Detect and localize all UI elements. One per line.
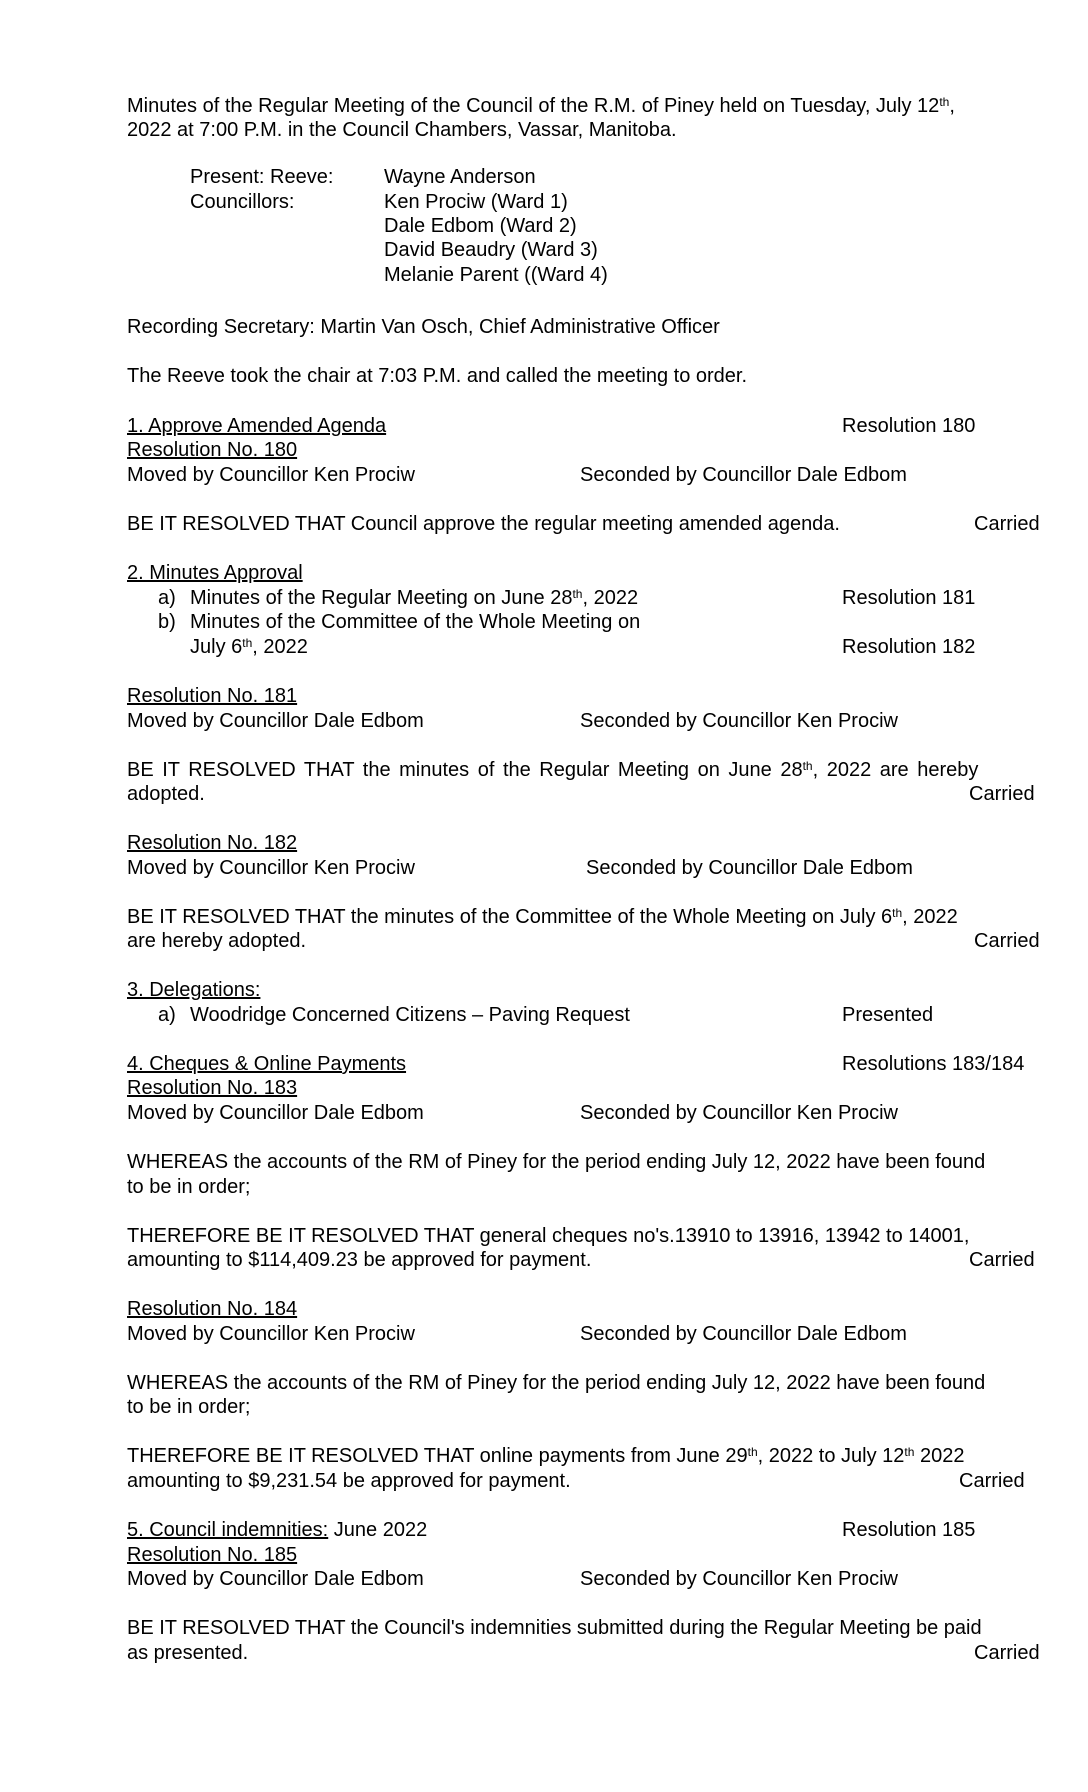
moved-by: Moved by Councillor Dale Edbom (127, 1568, 424, 1590)
carried-status: Carried (974, 930, 1040, 952)
resolution-text-part: , 2022 are hereby (812, 759, 979, 781)
whereas-text: WHEREAS the accounts of the RM of Piney for the period ending July 12, 2022 have been found (127, 1151, 986, 1173)
seconded-by: Seconded by Councillor Dale Edbom (580, 1323, 907, 1345)
list-item-text: July 6 (190, 636, 243, 658)
superscript: th (572, 587, 583, 601)
superscript: th (939, 95, 950, 109)
therefore-text (127, 1444, 964, 1468)
recording-secretary: Recording Secretary: Martin Van Osch, Chief Administrative Officer (127, 316, 720, 338)
resolution-text (127, 758, 978, 782)
resolution-text (127, 905, 958, 929)
councillor-name: Dale Edbom (Ward 2) (384, 215, 577, 237)
therefore-text-part: THEREFORE BE IT RESOLVED THAT online payments from June 29 (127, 1445, 748, 1467)
resolution-number: Resolution No. 184 (127, 1298, 298, 1320)
carried-status: Carried (959, 1470, 1025, 1492)
resolution-text-part: BE IT RESOLVED THAT the minutes of the Regular Meeting on June 28 (127, 759, 803, 781)
superscript: th (242, 636, 253, 650)
header-text: , (949, 95, 955, 117)
moved-by: Moved by Councillor Ken Prociw (127, 857, 415, 879)
section-heading-indemnities (127, 1518, 427, 1542)
list-item-text: , 2022 (582, 587, 639, 609)
carried-status: Carried (974, 1642, 1040, 1664)
presented-status: Presented (842, 1004, 934, 1026)
seconded-by: Seconded by Councillor Dale Edbom (580, 464, 907, 486)
resolution-text: adopted. (127, 783, 205, 805)
resolution-text-part: BE IT RESOLVED THAT the minutes of the Committee of the Whole Meeting on July 6 (127, 906, 893, 928)
seconded-by: Seconded by Councillor Ken Prociw (580, 710, 898, 732)
superscript: th (747, 1445, 758, 1459)
councillor-name: Melanie Parent ((Ward 4) (384, 264, 608, 286)
section-heading-delegations: 3. Delegations: (127, 979, 261, 1001)
seconded-by: Seconded by Councillor Ken Prociw (580, 1568, 898, 1590)
resolution-number: Resolution No. 181 (127, 685, 298, 707)
resolution-number: Resolution No. 182 (127, 832, 298, 854)
list-item-text: Minutes of the Regular Meeting on June 28 (190, 587, 573, 609)
resolution-text: as presented. (127, 1642, 249, 1664)
header-line-2: 2022 at 7:00 P.M. in the Council Chambers, Vassar, Manitoba. (127, 119, 677, 141)
list-item: Minutes of the Committee of the Whole Meeting on (190, 611, 641, 633)
resolution-number: Resolution No. 185 (127, 1544, 298, 1566)
section-heading-period: June 2022 (328, 1519, 428, 1541)
carried-status: Carried (974, 513, 1040, 535)
list-marker: a) (158, 587, 176, 609)
superscript: th (802, 759, 813, 773)
resolution-text: BE IT RESOLVED THAT the Council's indemnities submitted during the Regular Meeting be paid (127, 1617, 982, 1639)
superscript: th (892, 906, 903, 920)
resolution-ref: Resolution 185 (842, 1519, 976, 1541)
moved-by: Moved by Councillor Dale Edbom (127, 1102, 424, 1124)
header-line-1 (127, 94, 955, 118)
resolution-text: are hereby adopted. (127, 930, 307, 952)
carried-status: Carried (969, 1249, 1035, 1271)
resolution-number: Resolution No. 183 (127, 1077, 298, 1099)
moved-by: Moved by Councillor Ken Prociw (127, 464, 415, 486)
resolution-text: BE IT RESOLVED THAT Council approve the regular meeting amended agenda. (127, 513, 840, 535)
moved-by: Moved by Councillor Dale Edbom (127, 710, 424, 732)
list-item-continued (190, 635, 308, 659)
list-marker: a) (158, 1004, 176, 1026)
reeve-name: Wayne Anderson (384, 166, 536, 188)
whereas-text: to be in order; (127, 1396, 251, 1418)
resolution-ref: Resolution 182 (842, 636, 976, 658)
superscript: th (904, 1445, 915, 1459)
list-item-text: , 2022 (252, 636, 308, 658)
header-text: Minutes of the Regular Meeting of the Council of the R.M. of Piney held on Tuesday, July 12 (127, 95, 940, 117)
list-item (190, 586, 638, 610)
resolution-ref: Resolution 180 (842, 415, 976, 437)
seconded-by: Seconded by Councillor Ken Prociw (580, 1102, 898, 1124)
list-item: Woodridge Concerned Citizens – Paving Request (190, 1004, 630, 1026)
section-heading-text: 5. Council indemnities: (127, 1519, 329, 1541)
section-heading-cheques: 4. Cheques & Online Payments (127, 1053, 407, 1075)
carried-status: Carried (969, 783, 1035, 805)
resolution-text-part: , 2022 (902, 906, 958, 928)
therefore-text-part: 2022 (914, 1445, 965, 1467)
resolution-ref: Resolutions 183/184 (842, 1053, 1025, 1075)
whereas-text: to be in order; (127, 1176, 251, 1198)
moved-by: Moved by Councillor Ken Prociw (127, 1323, 415, 1345)
section-heading-minutes: 2. Minutes Approval (127, 562, 303, 584)
whereas-text: WHEREAS the accounts of the RM of Piney for the period ending July 12, 2022 have been found (127, 1372, 986, 1394)
councillor-name: David Beaudry (Ward 3) (384, 239, 598, 261)
reeve-label: Present: Reeve: (190, 166, 334, 188)
call-to-order: The Reeve took the chair at 7:03 P.M. and called the meeting to order. (127, 365, 748, 387)
resolution-number: Resolution No. 180 (127, 439, 298, 461)
councillors-label: Councillors: (190, 191, 295, 213)
therefore-text: amounting to $9,231.54 be approved for payment. (127, 1470, 571, 1492)
seconded-by: Seconded by Councillor Dale Edbom (586, 857, 913, 879)
therefore-text-part: , 2022 to July 12 (757, 1445, 905, 1467)
therefore-text: THEREFORE BE IT RESOLVED THAT general cheques no's.13910 to 13916, 13942 to 14001, (127, 1225, 970, 1247)
councillor-name: Ken Prociw (Ward 1) (384, 191, 568, 213)
section-heading-agenda: 1. Approve Amended Agenda (127, 415, 387, 437)
resolution-ref: Resolution 181 (842, 587, 976, 609)
list-marker: b) (158, 611, 176, 633)
therefore-text: amounting to $114,409.23 be approved for payment. (127, 1249, 592, 1271)
